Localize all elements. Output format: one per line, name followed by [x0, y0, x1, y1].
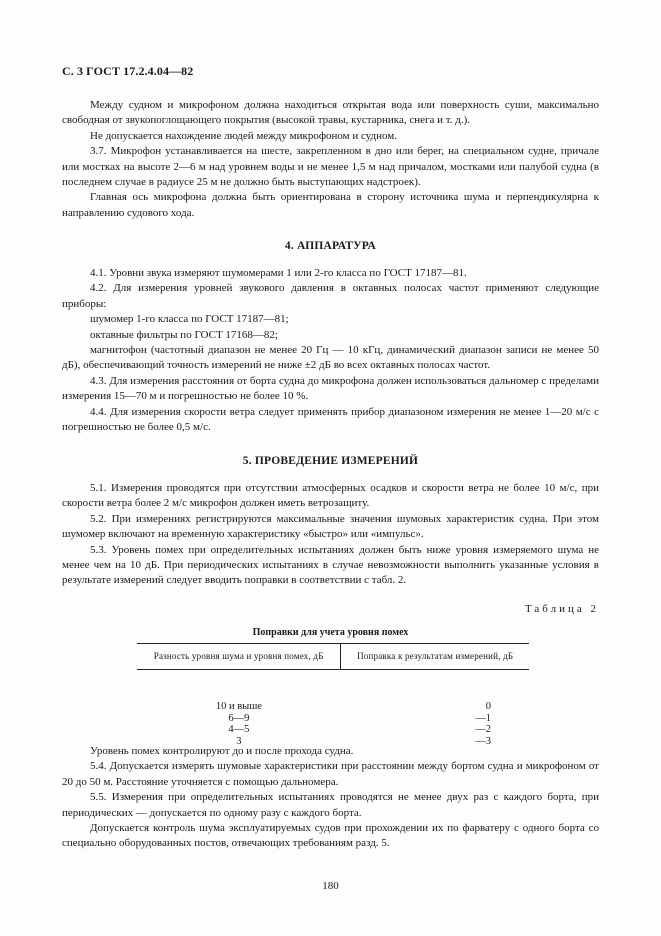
correction-cell: —3 — [475, 735, 491, 747]
difference-cell: 4—5 — [228, 724, 250, 735]
correction-cell: —2 — [475, 724, 491, 735]
closing-paragraph: Допускается контроль шума эксплуатируемых судов при прохождении их по фарватеру с одного борта со специально оборудованных постов, отвечающих требованиям разд. 5. — [62, 822, 599, 850]
intro-paragraph: Между судном и микрофоном должна находиться открытая вода или поверхность суши, максимально свободная от звукопоглощающего покрытия (высокой травы, кустарника, снега и т. д.). — [62, 99, 599, 127]
correction-cell: 0 — [485, 701, 491, 712]
clause-5-1: 5.1. Измерения проводятся при отсутствии атмосферных осадков и скорости ветра не более 10 м/с, при скорости ветра более 2 м/с микрофон должен иметь ветрозащиту. — [62, 482, 599, 510]
column-header-correction: Поправка к результатам измерений, дБ — [341, 644, 529, 670]
intro-paragraph: Не допускается нахождение людей между микрофоном и судном. — [90, 129, 398, 142]
table-row — [137, 670, 529, 713]
corrections-table — [137, 643, 529, 747]
difference-cell: 3 — [236, 735, 242, 747]
difference-cell: 6—9 — [228, 712, 250, 724]
clause-4-1: 4.1. Уровни звука измеряют шумомерами 1 или 2-го класса по ГОСТ 17187—81. — [90, 267, 467, 279]
table-title: Поправки для учета уровня помех — [252, 627, 409, 638]
document-page — [62, 0, 599, 936]
list-item: магнитофон (частотный диапазон не менее 20 Гц — 10 кГц, динамический диапазон записи не менее 50 дБ), обеспечивающий точность измерений не ниже ±2 дБ во всех октавных полосах частот. — [62, 344, 599, 372]
clause-4-4: 4.4. Для измерения скорости ветра следует применять прибор диапазоном измерения не менее 1—20 м/с с погрешностью не более 0,5 м/с. — [62, 405, 599, 434]
table-label: Таблица 2 — [524, 603, 599, 615]
correction-cell: —1 — [475, 712, 491, 724]
clause-4-2: 4.2. Для измерения уровней звукового давления в октавных полосах частот применяют следующие приборы: — [62, 282, 599, 310]
closing-block — [62, 744, 599, 852]
clause-5-4: 5.4. Допускается измерять шумовые характеристики при расстоянии между бортом судна и микрофоном от 20 до 50 м. Расстояние уточняется с помощью дальномера. — [62, 760, 599, 788]
section-4-body — [62, 266, 599, 435]
closing-paragraph: Уровень помех контролируют до и после прохода судна. — [90, 745, 354, 757]
table-header-row — [137, 644, 529, 670]
intro-paragraph: Главная ось микрофона должна быть ориентирована в сторону источника шума и перпендикулярна к направлению судового хода. — [62, 191, 599, 219]
page-number: 180 — [322, 880, 339, 892]
table-row — [137, 713, 529, 725]
list-item: октавные фильтры по ГОСТ 17168—82; — [90, 328, 278, 341]
list-item: шумомер 1-го класса по ГОСТ 17187—81; — [90, 313, 289, 326]
clause-3-7: 3.7. Микрофон устанавливается на шесте, закрепленном в дно или берег, на специальном судне, причале или мостках на высоте 2—6 м над уровнем воды и не менее 1,5 м над причалом, мостками или палубой судна (в последнем случае в радиусе 25 м не должно быть выступающих надстроек). — [62, 145, 599, 189]
difference-cell: 10 и выше — [215, 701, 262, 712]
section-4-title: 4. АППАРАТУРА — [284, 240, 377, 252]
clause-5-3: 5.3. Уровень помех при определительных испытаниях должен быть ниже уровня измеряемого шума не менее чем на 10 дБ. При периодических испытаниях в случае невозможности выполнить указанные условия в результате измерений следует вводить поправки в соответствии с табл. 2. — [62, 543, 599, 587]
clause-4-3: 4.3. Для измерения расстояния от борта судна до микрофона должен использоваться дальномер с пределами измерения 15—70 м и погрешностью не более 10 %. — [62, 374, 599, 403]
clause-5-2: 5.2. При измерениях регистрируются максимальные значения шумовых характеристик судна. При этом шумомер включают на временную характеристику «быстро» или «импульс». — [62, 512, 599, 541]
section-5-body — [62, 481, 599, 589]
page-header: С. 3 ГОСТ 17.2.4.04—82 — [62, 64, 194, 78]
table-row — [137, 724, 529, 736]
column-header-difference: Разность уровня шума и уровня помех, дБ — [137, 644, 341, 670]
intro-block — [62, 98, 599, 221]
section-5-title: 5. ПРОВЕДЕНИЕ ИЗМЕРЕНИЙ — [242, 455, 419, 467]
clause-5-5: 5.5. Измерения при определительных испытаниях проводятся не менее двух раз с каждого борта, при периодических — допускается по одному разу с каждого борта. — [62, 791, 599, 819]
